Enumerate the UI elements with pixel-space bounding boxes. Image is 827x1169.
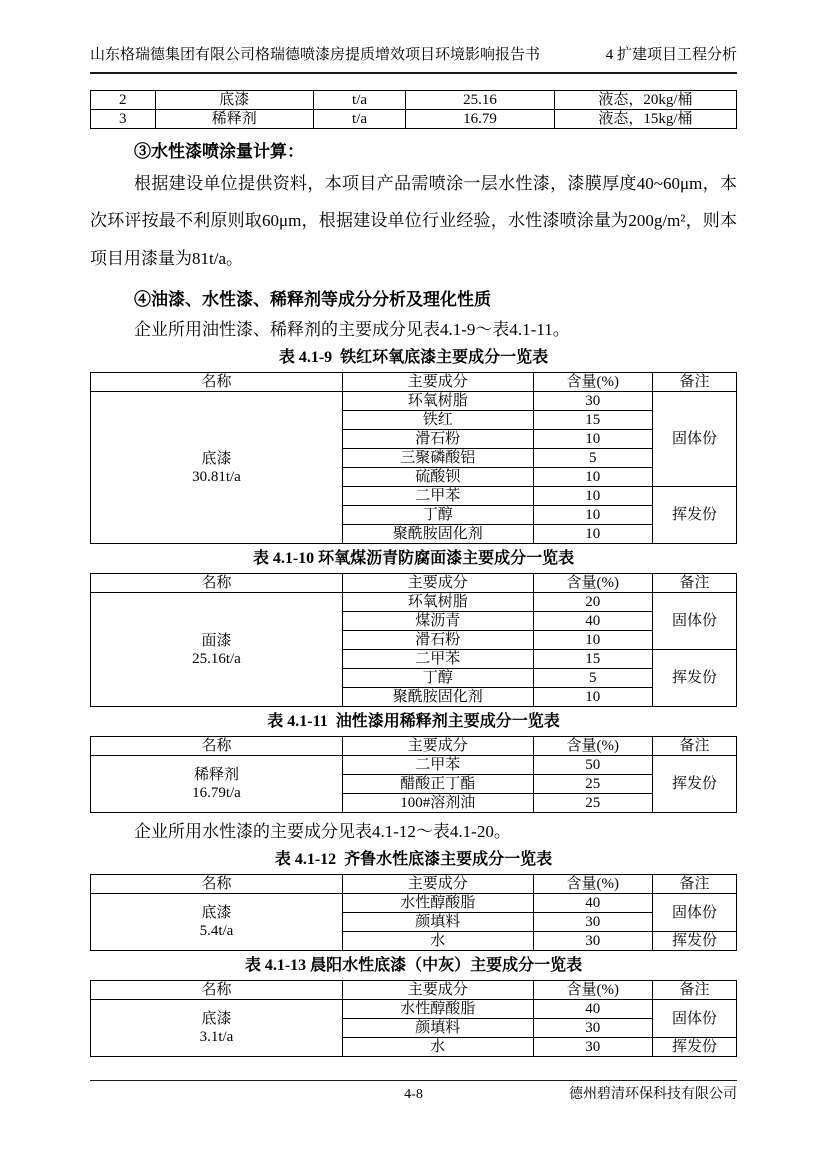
material-name-cell: [91, 756, 343, 813]
column-header: 含量(%): [533, 737, 653, 756]
material-name-line: 3.1t/a: [199, 1029, 234, 1046]
content-percent-cell: 10: [533, 468, 653, 487]
composition-table-4-1-12: [90, 874, 737, 951]
column-header: 主要成分: [342, 373, 533, 392]
component-cell: 水性醇酸脂: [342, 894, 533, 913]
paragraph-oil-paint-reference: 企业所用油性漆、稀释剂的主要成分见表4.1-9～表4.1-11。: [134, 320, 570, 340]
material-name-cell: [91, 392, 343, 544]
table-row: [91, 593, 737, 612]
table-row: [91, 1000, 737, 1019]
paragraph-water-paint-reference: 企业所用水性漆的主要成分见表4.1-12～表4.1-20。: [134, 822, 511, 842]
content-percent-cell: 40: [533, 612, 653, 631]
component-cell: 水性醇酸脂: [342, 1000, 533, 1019]
table-cell: 底漆: [155, 91, 313, 110]
column-header: 名称: [91, 574, 343, 593]
component-cell: 二甲苯: [342, 487, 533, 506]
table-block-4-1-13: [90, 956, 737, 1057]
table-block-4-1-9: [90, 348, 737, 544]
content-percent-cell: 10: [533, 525, 653, 544]
data-table: [90, 874, 737, 951]
component-cell: 煤沥青: [342, 612, 533, 631]
material-name-line: 面漆: [201, 632, 232, 649]
column-header: 名称: [91, 737, 343, 756]
column-header: 含量(%): [533, 574, 653, 593]
note-cell: 挥发份: [653, 650, 737, 707]
table-row: [91, 110, 737, 129]
content-percent-cell: 10: [533, 631, 653, 650]
table-cell: 25.16: [406, 91, 555, 110]
table-cell: 液态，15kg/桶: [554, 110, 736, 129]
section-heading-components-analysis: ④油漆、水性漆、稀释剂等成分分析及理化性质: [134, 290, 491, 310]
component-cell: 水: [342, 1038, 533, 1057]
table-header-row: [91, 875, 737, 894]
column-header: 含量(%): [533, 981, 653, 1000]
composition-table-4-1-9: [90, 372, 737, 544]
note-cell: 固体份: [653, 392, 737, 487]
content-percent-cell: 15: [533, 650, 653, 669]
component-cell: 丁醇: [342, 506, 533, 525]
content-percent-cell: 30: [533, 913, 653, 932]
note-cell: 挥发份: [653, 756, 737, 813]
component-cell: 滑石粉: [342, 631, 533, 650]
content-percent-cell: 20: [533, 593, 653, 612]
note-cell: 挥发份: [653, 932, 737, 951]
table-cell: t/a: [313, 110, 405, 129]
material-name-cell: [91, 593, 343, 707]
component-cell: 颜填料: [342, 1019, 533, 1038]
composition-table-4-1-13: [90, 980, 737, 1057]
table-block-4-1-11: [90, 712, 737, 813]
content-percent-cell: 30: [533, 392, 653, 411]
data-table: [90, 736, 737, 813]
content-percent-cell: 5: [533, 449, 653, 468]
note-cell: 挥发份: [653, 487, 737, 544]
table-caption-4-1-10: 表 4.1-10 环氧煤沥青防腐面漆主要成分一览表: [252, 550, 575, 568]
content-percent-cell: 25: [533, 775, 653, 794]
component-cell: 二甲苯: [342, 756, 533, 775]
component-cell: 100#溶剂油: [342, 794, 533, 813]
table-caption-4-1-12: 表 4.1-12 齐鲁水性底漆主要成分一览表: [274, 851, 553, 869]
material-name-line: 16.79t/a: [192, 785, 241, 802]
composition-table-4-1-11: [90, 736, 737, 813]
component-cell: 二甲苯: [342, 650, 533, 669]
table-row: [91, 91, 737, 110]
material-name-cell: [91, 1000, 343, 1057]
component-cell: 环氧树脂: [342, 392, 533, 411]
component-cell: 滑石粉: [342, 430, 533, 449]
table-cell: 2: [91, 91, 156, 110]
content-percent-cell: 10: [533, 430, 653, 449]
material-summary-table: [90, 90, 737, 129]
column-header: 备注: [653, 875, 737, 894]
table-row: [91, 756, 737, 775]
component-cell: 醋酸正丁酯: [342, 775, 533, 794]
component-cell: 铁红: [342, 411, 533, 430]
table-block-4-1-10: [90, 549, 737, 707]
composition-table-4-1-10: [90, 573, 737, 707]
note-cell: 挥发份: [653, 1038, 737, 1057]
table-cell: 16.79: [406, 110, 555, 129]
content-percent-cell: 10: [533, 487, 653, 506]
table-cell: 液态，20kg/桶: [554, 91, 736, 110]
footer-row: [90, 1086, 737, 1104]
column-header: 主要成分: [342, 875, 533, 894]
component-cell: 聚酰胺固化剂: [342, 688, 533, 707]
column-header: 主要成分: [342, 981, 533, 1000]
content-percent-cell: 30: [533, 1038, 653, 1057]
header-report-title: 山东格瑞德集团有限公司格瑞德喷漆房提质增效项目环境影响报告书: [90, 47, 541, 63]
content-percent-cell: 50: [533, 756, 653, 775]
component-cell: 丁醇: [342, 669, 533, 688]
table-caption-4-1-9: 表 4.1-9 铁红环氧底漆主要成分一览表: [278, 349, 549, 367]
table-block-4-1-12: [90, 850, 737, 951]
data-table: [90, 980, 737, 1057]
column-header: 备注: [653, 373, 737, 392]
table-header-row: [91, 373, 737, 392]
section-heading-water-paint-calc: ③水性漆喷涂量计算：: [134, 142, 304, 161]
material-name-line: 30.81t/a: [192, 468, 241, 485]
note-cell: 固体份: [653, 593, 737, 650]
column-header: 名称: [91, 875, 343, 894]
column-header: 名称: [91, 981, 343, 1000]
content-percent-cell: 10: [533, 506, 653, 525]
material-name-line: 5.4t/a: [199, 923, 234, 940]
content-percent-cell: 5: [533, 669, 653, 688]
page-footer: [90, 1080, 737, 1104]
note-cell: 固体份: [653, 1000, 737, 1038]
column-header: 含量(%): [533, 373, 653, 392]
column-header: 主要成分: [342, 737, 533, 756]
material-name-line: 底漆: [201, 1011, 232, 1028]
component-cell: 环氧树脂: [342, 593, 533, 612]
table-row: [91, 392, 737, 411]
footer-company-name: 德州碧清环保科技有限公司: [569, 1087, 737, 1102]
component-cell: 颜填料: [342, 913, 533, 932]
column-header: 名称: [91, 373, 343, 392]
table-caption-4-1-13: 表 4.1-13 晨阳水性底漆（中灰）主要成分一览表: [244, 957, 583, 975]
component-cell: 硫酸钡: [342, 468, 533, 487]
note-cell: 固体份: [653, 894, 737, 932]
column-header: 含量(%): [533, 875, 653, 894]
page-number: 4-8: [404, 1087, 423, 1102]
content-percent-cell: 15: [533, 411, 653, 430]
table-header-row: [91, 574, 737, 593]
content-percent-cell: 40: [533, 894, 653, 913]
data-table: [90, 90, 737, 129]
column-header: 备注: [653, 737, 737, 756]
material-name-line: 稀释剂: [193, 767, 239, 784]
table-row: [91, 894, 737, 913]
component-cell: 三聚磷酸铝: [342, 449, 533, 468]
table-cell: t/a: [313, 91, 405, 110]
paragraph-water-paint-calc: 根据建设单位提供资料，本项目产品需喷涂一层水性漆，漆膜厚度40~60μm，本次环评按最不利原则取60μm，根据建设单位行业经验，水性漆喷涂量为200g/m²，则本项目用漆量为81t/a。: [90, 174, 737, 268]
material-name-line: 25.16t/a: [192, 650, 241, 667]
material-name-cell: [91, 894, 343, 951]
table-cell: 3: [91, 110, 156, 129]
content-percent-cell: 25: [533, 794, 653, 813]
column-header: 备注: [653, 574, 737, 593]
header-chapter-title: 4 扩建项目工程分析: [605, 47, 737, 63]
table-header-row: [91, 981, 737, 1000]
column-header: 主要成分: [342, 574, 533, 593]
table-cell: 稀释剂: [155, 110, 313, 129]
content-percent-cell: 30: [533, 1019, 653, 1038]
data-table: [90, 372, 737, 544]
column-header: 备注: [653, 981, 737, 1000]
data-table: [90, 573, 737, 707]
component-cell: 聚酰胺固化剂: [342, 525, 533, 544]
table-caption-4-1-11: 表 4.1-11 油性漆用稀释剂主要成分一览表: [267, 713, 560, 731]
content-percent-cell: 10: [533, 688, 653, 707]
content-percent-cell: 40: [533, 1000, 653, 1019]
component-cell: 水: [342, 932, 533, 951]
content-percent-cell: 30: [533, 932, 653, 951]
material-name-line: 底漆: [201, 450, 232, 467]
table-header-row: [91, 737, 737, 756]
material-name-line: 底漆: [201, 905, 232, 922]
page-header: [90, 46, 737, 74]
